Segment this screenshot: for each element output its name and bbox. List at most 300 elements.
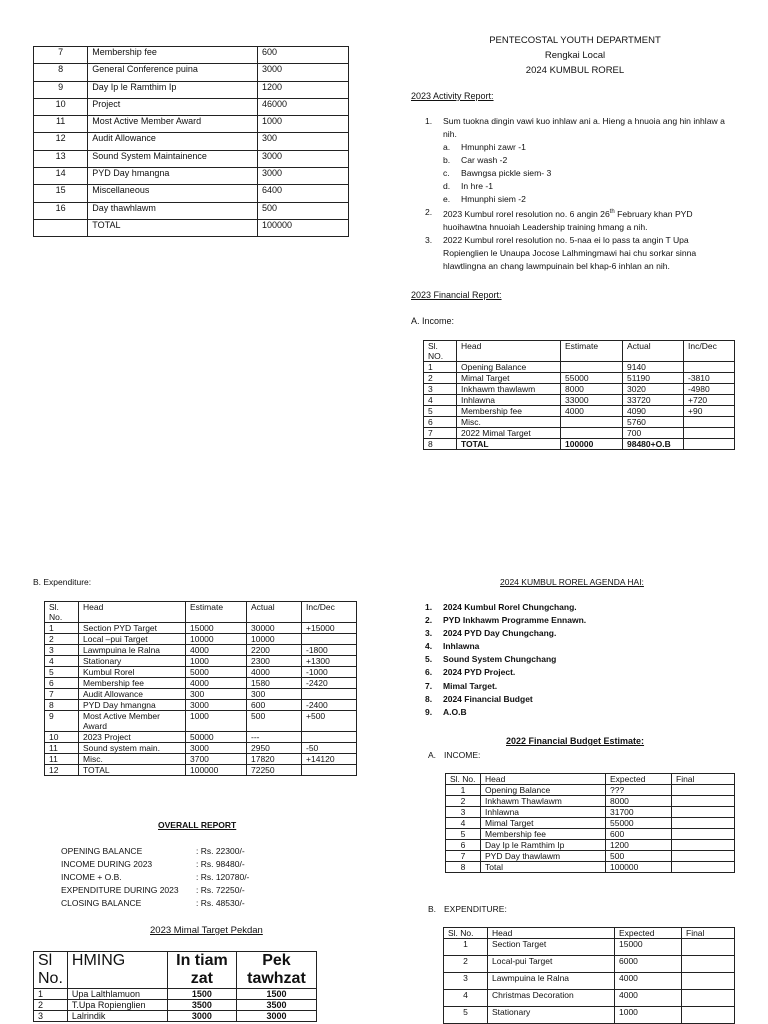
table-cell: 2 xyxy=(34,1000,68,1011)
table-cell: 4000 xyxy=(186,678,247,689)
table-cell: Most Active Member Award xyxy=(79,711,186,732)
table-cell: TOTAL xyxy=(79,765,186,776)
table-row xyxy=(446,840,735,851)
table-cell: Day thawhlawm xyxy=(88,202,258,219)
table-cell: 3500 xyxy=(167,1000,236,1011)
activity-item-1: Sum tuokna dingin vawi kuo inhlaw ani a. Hieng a hnuoia ang hin inhlaw a nih. xyxy=(443,116,725,139)
table-cell xyxy=(672,818,735,829)
table-cell: Day Ip le Ramthim Ip xyxy=(481,840,606,851)
table-cell: Stationary xyxy=(79,656,186,667)
overall-list xyxy=(61,845,301,910)
table-cell: 6400 xyxy=(258,185,349,202)
table-row xyxy=(45,667,357,678)
table-cell: +90 xyxy=(684,406,735,417)
table-cell: Christmas Decoration xyxy=(488,990,615,1007)
table-cell: 2300 xyxy=(247,656,302,667)
table-header-cell: Inc/Dec xyxy=(302,602,357,623)
table-cell: Local-pui Target xyxy=(488,956,615,973)
table-row xyxy=(446,807,735,818)
table-header-cell: Expected xyxy=(615,928,682,939)
table-cell: Most Active Member Award xyxy=(88,116,258,133)
table-row xyxy=(34,219,349,236)
table-header-cell: Final xyxy=(672,774,735,785)
table-header-cell: Sl. No. xyxy=(446,774,481,785)
table-cell xyxy=(682,939,735,956)
table-cell xyxy=(682,973,735,990)
table-cell: Membership fee xyxy=(88,47,258,64)
table-cell: Membership fee xyxy=(481,829,606,840)
table-header-cell: Sl No. xyxy=(34,952,68,989)
table-row xyxy=(34,185,349,202)
table-cell: T.Upa Ropienglien xyxy=(67,1000,167,1011)
table-cell: Inkhawm thawlawm xyxy=(457,384,561,395)
table-cell: Audit Allowance xyxy=(79,689,186,700)
table-header-cell: Sl. No. xyxy=(444,928,488,939)
table-cell xyxy=(672,785,735,796)
table-cell: 4000 xyxy=(615,973,682,990)
table-cell: +1300 xyxy=(302,656,357,667)
budget-exp-table xyxy=(443,927,735,1024)
mimal-heading: 2023 Mimal Target Pekdan xyxy=(150,925,263,936)
table-cell xyxy=(682,1007,735,1024)
table-cell: 1 xyxy=(446,785,481,796)
agenda-item: 7. Mimal Target. xyxy=(425,680,498,691)
table-cell xyxy=(672,851,735,862)
activity-sublist xyxy=(425,141,725,206)
table-row xyxy=(424,395,735,406)
table-cell: 31700 xyxy=(606,807,672,818)
table-row xyxy=(34,1000,317,1011)
table-cell: 7 xyxy=(45,689,79,700)
activity-heading: 2023 Activity Report: xyxy=(411,91,494,101)
table-cell xyxy=(672,807,735,818)
table-cell: Sound system main. xyxy=(79,743,186,754)
table-cell: 1000 xyxy=(615,1007,682,1024)
table-row xyxy=(446,829,735,840)
table-cell: 6 xyxy=(45,678,79,689)
agenda-item: 5. Sound System Chungchang xyxy=(425,654,557,665)
table-cell: 500 xyxy=(247,711,302,732)
table-cell: 51190 xyxy=(623,373,684,384)
table-cell: 100000 xyxy=(186,765,247,776)
table-cell xyxy=(561,362,623,373)
table-cell: 1 xyxy=(34,989,68,1000)
table-cell xyxy=(561,417,623,428)
table-cell xyxy=(672,840,735,851)
table-cell: 14 xyxy=(34,168,88,185)
table-cell: 15 xyxy=(34,185,88,202)
table-row xyxy=(444,939,735,956)
table-cell: 3000 xyxy=(258,168,349,185)
table-header-cell: Head xyxy=(79,602,186,623)
table-cell: 4 xyxy=(444,990,488,1007)
table-row xyxy=(444,973,735,990)
table-cell: 5 xyxy=(45,667,79,678)
activity-subitem: a. Hmunphi zawr -1 xyxy=(443,142,526,152)
table-cell: 9 xyxy=(45,711,79,732)
table-cell: Sound System Maintainence xyxy=(88,150,258,167)
table-cell: -50 xyxy=(302,743,357,754)
table-cell: 30000 xyxy=(247,623,302,634)
financial-heading: 2023 Financial Report: xyxy=(411,290,502,300)
table-row xyxy=(424,417,735,428)
income-table xyxy=(423,340,735,450)
table-cell: Opening Balance xyxy=(481,785,606,796)
agenda-item: 2. PYD Inkhawm Programme Ennawn. xyxy=(425,615,587,626)
topleft-table xyxy=(33,46,349,237)
expenditure-label: B. Expenditure: xyxy=(33,577,92,587)
table-cell: 11 xyxy=(45,754,79,765)
table-cell: 100000 xyxy=(258,219,349,236)
budget-heading: 2022 Financial Budget Estimate: xyxy=(506,736,645,746)
table-header-cell: Actual xyxy=(247,602,302,623)
table-row xyxy=(424,406,735,417)
table-cell: TOTAL xyxy=(88,219,258,236)
table-cell: +720 xyxy=(684,395,735,406)
table-cell: Misc. xyxy=(457,417,561,428)
table-row xyxy=(446,785,735,796)
table-row xyxy=(446,796,735,807)
table-cell: 55000 xyxy=(606,818,672,829)
table-cell: Stationary xyxy=(488,1007,615,1024)
table-cell: 2 xyxy=(424,373,457,384)
agenda-item: 4. Inhlawna xyxy=(425,641,480,652)
table-row xyxy=(45,678,357,689)
table-cell: 11 xyxy=(45,743,79,754)
table-cell: 2 xyxy=(45,634,79,645)
table-header-cell: Head xyxy=(481,774,606,785)
activity-subitem: e. Hmunphi siem -2 xyxy=(443,194,526,204)
dept-title: PENTECOSTAL YOUTH DEPARTMENT xyxy=(489,35,661,46)
table-cell: 33720 xyxy=(623,395,684,406)
table-cell: 1 xyxy=(45,623,79,634)
table-row xyxy=(34,64,349,81)
table-cell: 100000 xyxy=(606,862,672,873)
table-header-cell: HMING xyxy=(67,952,167,989)
table-cell: 9 xyxy=(34,81,88,98)
table-cell xyxy=(672,862,735,873)
table-cell: 5 xyxy=(424,406,457,417)
table-cell xyxy=(684,428,735,439)
table-cell: 2 xyxy=(444,956,488,973)
table-row xyxy=(446,851,735,862)
table-cell: 5000 xyxy=(186,667,247,678)
table-cell: -2420 xyxy=(302,678,357,689)
table-cell: 7 xyxy=(34,47,88,64)
table-header-cell: Estimate xyxy=(561,341,623,362)
table-cell: Lawmpuina le Ralna xyxy=(79,645,186,656)
table-row xyxy=(45,743,357,754)
table-cell: 3000 xyxy=(236,1011,316,1022)
mimal-table xyxy=(33,951,317,1022)
table-row xyxy=(45,700,357,711)
table-cell: 3000 xyxy=(258,64,349,81)
table-cell: 3000 xyxy=(186,743,247,754)
table-header-cell: Head xyxy=(457,341,561,362)
table-row xyxy=(45,732,357,743)
table-cell xyxy=(682,990,735,1007)
table-cell: Kumbul Rorel xyxy=(79,667,186,678)
table-cell: Lalrindik xyxy=(67,1011,167,1022)
table-cell: PYD Day hmangna xyxy=(88,168,258,185)
table-cell: 6 xyxy=(446,840,481,851)
table-cell: Audit Allowance xyxy=(88,133,258,150)
table-cell: Section Target xyxy=(488,939,615,956)
table-cell: 1000 xyxy=(258,116,349,133)
table-cell: 4000 xyxy=(247,667,302,678)
table-row xyxy=(34,81,349,98)
table-row xyxy=(444,1007,735,1024)
table-cell: 8 xyxy=(45,700,79,711)
table-cell xyxy=(302,689,357,700)
table-cell: 600 xyxy=(606,829,672,840)
table-cell: +500 xyxy=(302,711,357,732)
table-cell: Opening Balance xyxy=(457,362,561,373)
table-row xyxy=(45,765,357,776)
table-row xyxy=(45,623,357,634)
table-row xyxy=(45,634,357,645)
table-cell: 12 xyxy=(45,765,79,776)
overall-row: INCOME DURING 2023 : Rs. 98480/- xyxy=(61,859,245,869)
table-row xyxy=(446,862,735,873)
table-cell: 5760 xyxy=(623,417,684,428)
activity-list: 1. Sum tuokna dingin vawi kuo inhlaw ani a. Hieng a hnuoia ang hin inhlaw a nih. a. Hmunphi zawr -1 b. Car wash -2 c. Bawngsa pickle siem- 3 d. In hre -1 e. Hmunphi siem -2 2. 2023 Kumbul rorel resolution no. 6 angin 26th February khan PYD huoihawtna hnuoiah Leadership training hmang a nih. 3. 2022 Kumbul rorel resolution no. 5-naa ei lo pass ta angin T Upa Ropienglien le Unaupa Jocose Lalhmingmawi hai chu sorkar sinna hlawtlingna an chang lawmpuinain bel khap-6 inhlan an nih. xyxy=(425,116,725,271)
table-cell: 55000 xyxy=(561,373,623,384)
table-cell: 7 xyxy=(446,851,481,862)
table-header-cell: Pek tawhzat xyxy=(236,952,316,989)
table-row xyxy=(34,98,349,115)
table-cell: 10 xyxy=(34,98,88,115)
table-row xyxy=(34,168,349,185)
table-header-cell: Actual xyxy=(623,341,684,362)
table-cell: 7 xyxy=(424,428,457,439)
table-cell: 6 xyxy=(424,417,457,428)
table-cell: 3700 xyxy=(186,754,247,765)
table-row xyxy=(424,373,735,384)
activity-subitem: d. In hre -1 xyxy=(443,181,494,191)
table-cell: 15000 xyxy=(615,939,682,956)
table-cell: Membership fee xyxy=(79,678,186,689)
table-cell: 11 xyxy=(34,116,88,133)
table-cell: 46000 xyxy=(258,98,349,115)
table-cell: 1580 xyxy=(247,678,302,689)
table-header-cell: Final xyxy=(682,928,735,939)
table-cell: Total xyxy=(481,862,606,873)
table-cell: Mimal Target xyxy=(481,818,606,829)
table-cell xyxy=(34,219,88,236)
table-cell xyxy=(684,417,735,428)
table-cell: 1500 xyxy=(236,989,316,1000)
table-cell: 3 xyxy=(446,807,481,818)
table-cell: Inhlawna xyxy=(481,807,606,818)
table-cell: 4 xyxy=(424,395,457,406)
table-cell: PYD Day hmangna xyxy=(79,700,186,711)
table-cell: 16 xyxy=(34,202,88,219)
table-cell: --- xyxy=(247,732,302,743)
table-cell: 1500 xyxy=(167,989,236,1000)
table-cell: Membership fee xyxy=(457,406,561,417)
table-row xyxy=(424,428,735,439)
table-row xyxy=(424,439,735,450)
table-cell: 1200 xyxy=(258,81,349,98)
activity-subitem: c. Bawngsa pickle siem- 3 xyxy=(443,168,552,178)
table-cell: 8000 xyxy=(606,796,672,807)
table-row xyxy=(424,362,735,373)
table-cell: 600 xyxy=(247,700,302,711)
table-cell: 2200 xyxy=(247,645,302,656)
table-cell xyxy=(684,362,735,373)
table-cell xyxy=(302,634,357,645)
table-row xyxy=(444,956,735,973)
table-cell: 33000 xyxy=(561,395,623,406)
table-row xyxy=(446,818,735,829)
table-cell: 4000 xyxy=(561,406,623,417)
table-row xyxy=(45,656,357,667)
table-cell: 5 xyxy=(444,1007,488,1024)
table-cell: 8000 xyxy=(561,384,623,395)
table-cell: Miscellaneous xyxy=(88,185,258,202)
table-cell: 2 xyxy=(446,796,481,807)
budget-income-table xyxy=(445,773,735,873)
table-cell xyxy=(672,796,735,807)
table-cell: 3020 xyxy=(623,384,684,395)
table-cell: 12 xyxy=(34,133,88,150)
table-cell: Local –pui Target xyxy=(79,634,186,645)
table-cell: 2950 xyxy=(247,743,302,754)
table-header-cell: Head xyxy=(488,928,615,939)
table-header-cell: Expected xyxy=(606,774,672,785)
table-cell: 5 xyxy=(446,829,481,840)
activity-item-2: 2023 Kumbul rorel resolution no. 6 angin 26th February khan PYD huoihawtna hnuoiah Leadership training hmang a nih. xyxy=(443,208,693,232)
table-row xyxy=(45,754,357,765)
table-cell: Upa Lalthlamuon xyxy=(67,989,167,1000)
table-cell: TOTAL xyxy=(457,439,561,450)
table-header-cell: Estimate xyxy=(186,602,247,623)
table-cell: 1200 xyxy=(606,840,672,851)
table-cell: 6000 xyxy=(615,956,682,973)
activity-subitem: b. Car wash -2 xyxy=(443,155,508,165)
table-cell: 1000 xyxy=(186,711,247,732)
table-row xyxy=(45,711,357,732)
table-cell: 2023 Project xyxy=(79,732,186,743)
table-cell: 100000 xyxy=(561,439,623,450)
agenda-heading: 2024 KUMBUL ROREL AGENDA HAI: xyxy=(500,577,644,587)
overall-heading: OVERALL REPORT xyxy=(158,820,237,830)
table-cell: 1 xyxy=(444,939,488,956)
table-cell: 3000 xyxy=(167,1011,236,1022)
table-cell: 600 xyxy=(258,47,349,64)
table-cell: 10000 xyxy=(186,634,247,645)
table-cell: 3000 xyxy=(258,150,349,167)
agenda-item: 6. 2024 PYD Project. xyxy=(425,667,516,678)
table-row xyxy=(34,116,349,133)
income-label: A. Income: xyxy=(411,316,455,326)
table-cell: 10 xyxy=(45,732,79,743)
table-header-cell: Inc/Dec xyxy=(684,341,735,362)
table-cell xyxy=(684,439,735,450)
table-cell xyxy=(302,732,357,743)
table-cell: 4000 xyxy=(186,645,247,656)
table-cell: Misc. xyxy=(79,754,186,765)
table-cell: Lawmpuina le Ralna xyxy=(488,973,615,990)
agenda-item: 1. 2024 Kumbul Rorel Chungchang. xyxy=(425,602,577,612)
table-cell: 8 xyxy=(424,439,457,450)
table-cell: -1000 xyxy=(302,667,357,678)
table-cell: ??? xyxy=(606,785,672,796)
table-cell: 3 xyxy=(45,645,79,656)
table-cell: 500 xyxy=(606,851,672,862)
table-cell xyxy=(682,956,735,973)
table-row xyxy=(45,645,357,656)
table-cell: +15000 xyxy=(302,623,357,634)
overall-row: EXPENDITURE DURING 2023 : Rs. 72250/- xyxy=(61,885,245,895)
table-row xyxy=(444,990,735,1007)
table-cell: 3 xyxy=(34,1011,68,1022)
table-cell: 300 xyxy=(258,133,349,150)
budget-income-label: A. INCOME: xyxy=(428,750,481,760)
table-header-cell: In tiam zat xyxy=(167,952,236,989)
table-cell: 9140 xyxy=(623,362,684,373)
table-cell xyxy=(302,765,357,776)
table-cell: 17820 xyxy=(247,754,302,765)
table-cell: -1800 xyxy=(302,645,357,656)
table-row xyxy=(34,202,349,219)
meeting-title: 2024 KUMBUL ROREL xyxy=(525,65,625,76)
local-name: Rengkai Local xyxy=(544,50,606,61)
table-cell: -3810 xyxy=(684,373,735,384)
table-cell: 3 xyxy=(424,384,457,395)
table-cell xyxy=(561,428,623,439)
expenditure-table xyxy=(44,601,357,776)
table-cell: General Conference puina xyxy=(88,64,258,81)
table-cell: 50000 xyxy=(186,732,247,743)
budget-exp-label: B. EXPENDITURE: xyxy=(428,904,507,914)
overall-row: OPENING BALANCE : Rs. 22300/- xyxy=(61,846,245,856)
table-cell: 700 xyxy=(623,428,684,439)
table-cell: 3500 xyxy=(236,1000,316,1011)
table-cell: -4980 xyxy=(684,384,735,395)
table-cell: 1 xyxy=(424,362,457,373)
table-cell: 8 xyxy=(34,64,88,81)
table-cell: 500 xyxy=(258,202,349,219)
table-cell: Section PYD Target xyxy=(79,623,186,634)
agenda-item: 3. 2024 PYD Day Chungchang. xyxy=(425,628,557,639)
table-row xyxy=(34,47,349,64)
table-row xyxy=(424,384,735,395)
table-cell: 300 xyxy=(247,689,302,700)
table-cell: 10000 xyxy=(247,634,302,645)
table-row xyxy=(34,989,317,1000)
table-row xyxy=(34,133,349,150)
table-cell: 3 xyxy=(444,973,488,990)
table-cell: +14120 xyxy=(302,754,357,765)
table-cell: -2400 xyxy=(302,700,357,711)
table-cell: Day Ip le Ramthim Ip xyxy=(88,81,258,98)
table-cell: 4 xyxy=(446,818,481,829)
table-cell: Inhlawna xyxy=(457,395,561,406)
table-header-cell: Sl. NO. xyxy=(424,341,457,362)
agenda-list xyxy=(425,601,725,719)
table-cell: 4 xyxy=(45,656,79,667)
table-cell: 300 xyxy=(186,689,247,700)
table-cell: Mimal Target xyxy=(457,373,561,384)
table-cell: Inkhawm Thawlawm xyxy=(481,796,606,807)
table-cell: 3000 xyxy=(186,700,247,711)
table-cell: 2022 Mimal Target xyxy=(457,428,561,439)
table-cell: 15000 xyxy=(186,623,247,634)
table-cell: 72250 xyxy=(247,765,302,776)
table-cell: 1000 xyxy=(186,656,247,667)
